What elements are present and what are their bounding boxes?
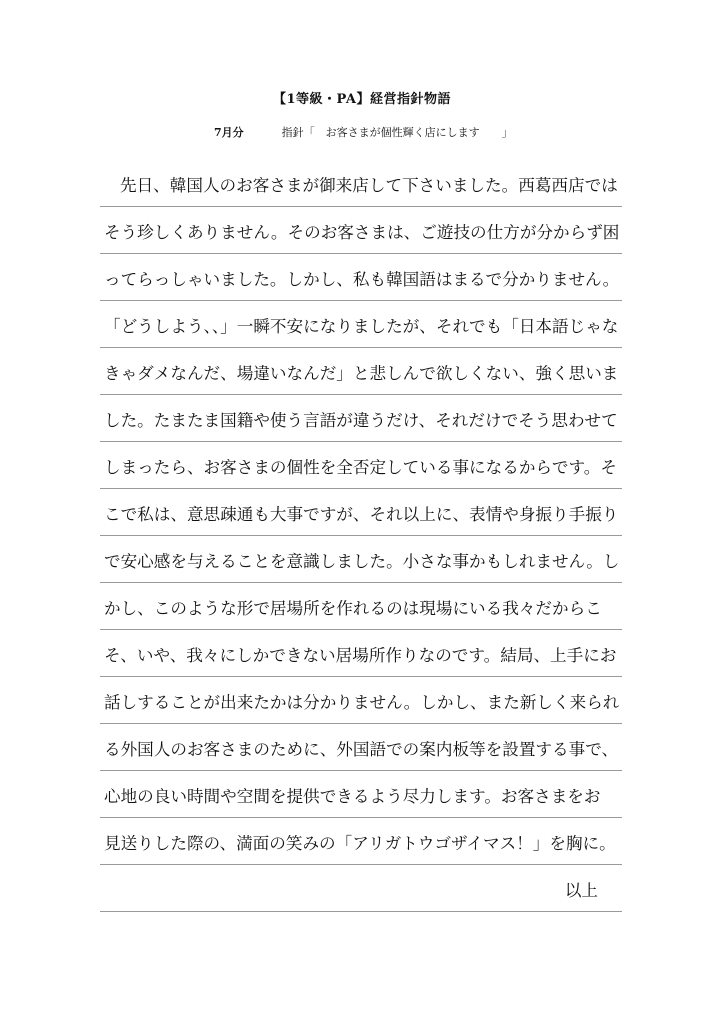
essay-line: で安心感を与えることを意識しました。小さな事かもしれません。し	[100, 536, 622, 583]
closing-text: 以上	[564, 881, 598, 900]
essay-line: した。たまたま国籍や使う言語が違うだけ、それだけでそう思わせて	[100, 395, 622, 442]
essay-line: 見送りした際の、満面の笑みの「アリガトウゴザイマス！」を胸に。	[100, 818, 622, 865]
essay-line: かし、このような形で居場所を作れるのは現場にいる我々だからこ	[100, 583, 622, 630]
essay-line: 心地の良い時間や空間を提供できるよう尽力します。お客さまをお	[100, 771, 622, 818]
document-subtitle	[214, 124, 513, 140]
essay-line: しまったら、お客さまの個性を全否定している事になるからです。そ	[100, 442, 622, 489]
essay-line: 先日、韓国人のお客さまが御来店して下さいました。西葛西店では	[100, 160, 622, 207]
policy-label: 指針「 お客さまが個性輝く店にします 」	[281, 126, 513, 139]
document-title: 【1等級・PA】経営指針物語	[273, 92, 451, 107]
essay-line: 話しすることが出来たかは分かりません。しかし、また新しく来られ	[100, 677, 622, 724]
essay-line: る外国人のお客さまのために、外国語での案内板等を設置する事で、	[100, 724, 622, 771]
essay-line: そう珍しくありません。そのお客さまは、ご遊技の仕方が分からず困	[100, 207, 622, 254]
essay-line: そ、いや、我々にしかできない居場所作りなのです。結局、上手にお	[100, 630, 622, 677]
essay-line: こで私は、意思疎通も大事ですが、それ以上に、表情や身振り手振り	[100, 489, 622, 536]
month-label: 7月分	[214, 126, 244, 139]
essay-line: ってらっしゃいました。しかし、私も韓国語はまるで分かりません。	[100, 254, 622, 301]
essay-line: 「どうしよう、、」一瞬不安になりましたが、それでも「日本語じゃな	[100, 301, 622, 348]
essay-line: きゃダメなんだ、場違いなんだ」と悲しんで欲しくない、強く思いま	[100, 348, 622, 395]
closing-line	[100, 865, 622, 912]
essay-body	[100, 160, 622, 912]
